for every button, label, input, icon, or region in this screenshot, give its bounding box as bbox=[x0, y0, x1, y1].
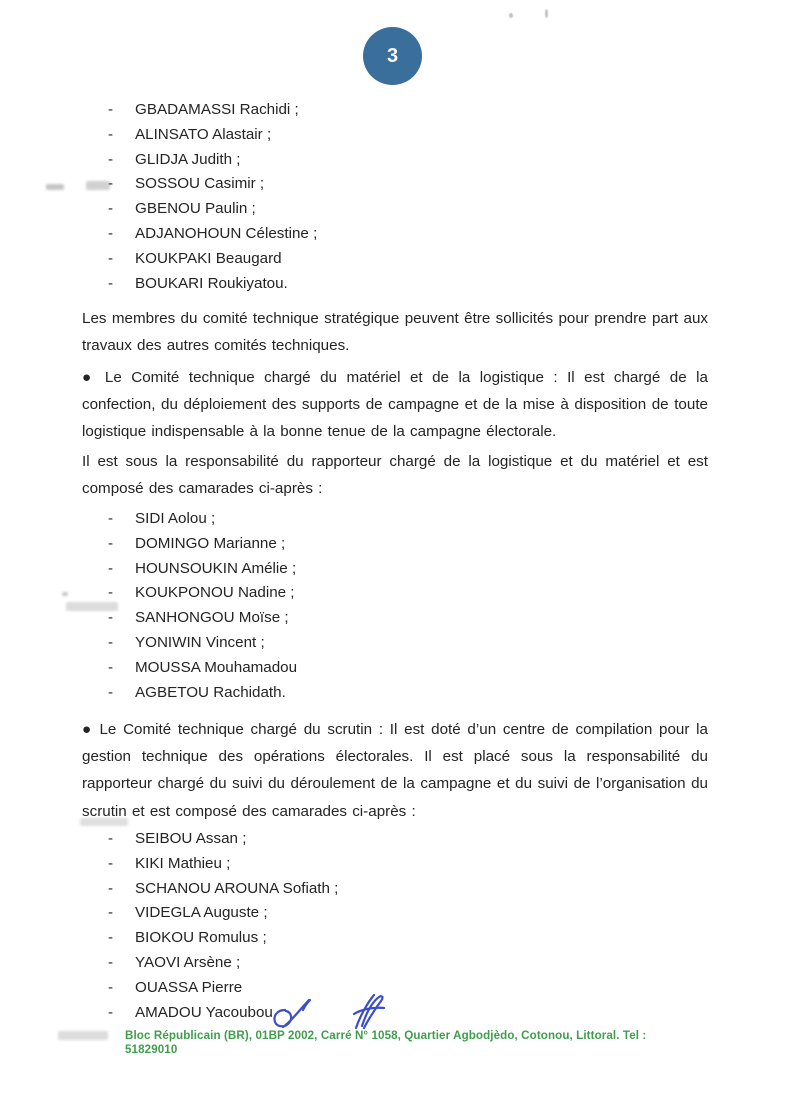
list-item: - SEIBOU Assan ; bbox=[108, 827, 338, 852]
list-item: - BOUKARI Roukiyatou. bbox=[108, 272, 317, 297]
list-item: - BIOKOU Romulus ; bbox=[108, 926, 338, 951]
scan-artifact bbox=[80, 818, 128, 826]
paragraph-logistics-responsibility: Il est sous la responsabilité du rapporteur chargé de la logistique et du matériel et est composé des camarades ci-après : bbox=[82, 453, 708, 498]
list-item: - GLIDJA Judith ; bbox=[108, 148, 317, 173]
list-item: - DOMINGO Marianne ; bbox=[108, 532, 297, 557]
scan-artifact bbox=[509, 13, 513, 18]
logistics-committee-member-list bbox=[108, 507, 297, 705]
list-item: - SIDI Aolou ; bbox=[108, 507, 297, 532]
page-number: 3 bbox=[386, 44, 399, 67]
list-item: - OUASSA Pierre bbox=[108, 976, 338, 1001]
list-item: - YONIWIN Vincent ; bbox=[108, 631, 297, 656]
list-item: - KOUKPAKI Beaugard bbox=[108, 247, 317, 272]
list-item: - ADJANOHOUN Célestine ; bbox=[108, 222, 317, 247]
list-item: - VIDEGLA Auguste ; bbox=[108, 901, 338, 926]
list-item: - YAOVI Arsène ; bbox=[108, 951, 338, 976]
scan-artifact bbox=[545, 9, 548, 18]
list-item: - GBADAMASSI Rachidi ; bbox=[108, 98, 317, 123]
scan-artifact bbox=[86, 181, 110, 190]
signature-initials-icon bbox=[348, 992, 388, 1034]
scan-artifact bbox=[62, 592, 68, 596]
list-item: - SOSSOU Casimir ; bbox=[108, 172, 317, 197]
scan-artifact bbox=[66, 602, 118, 611]
list-item: - KIKI Mathieu ; bbox=[108, 852, 338, 877]
strategic-committee-member-list bbox=[108, 98, 317, 296]
scan-artifact bbox=[58, 1031, 108, 1040]
list-item: - GBENOU Paulin ; bbox=[108, 197, 317, 222]
list-item: - MOUSSA Mouhamadou bbox=[108, 656, 297, 681]
scan-artifact bbox=[46, 184, 64, 190]
list-item: - AGBETOU Rachidath. bbox=[108, 681, 297, 706]
list-item: - SCHANOU AROUNA Sofiath ; bbox=[108, 877, 338, 902]
page-number-badge bbox=[363, 27, 422, 85]
footer-address: Bloc Républicain (BR), 01BP 2002, Carré N° 1058, Quartier Agbodjèdo, Cotonou, Littoral. Tel : 51829010 bbox=[125, 1029, 647, 1056]
list-item: - SANHONGOU Moïse ; bbox=[108, 606, 297, 631]
list-item: - HOUNSOUKIN Amélie ; bbox=[108, 557, 297, 582]
list-item: - ALINSATO Alastair ; bbox=[108, 123, 317, 148]
paragraph-scrutin-committee: ● Le Comité technique chargé du scrutin : Il est doté d’un centre de compilation pour la gestion technique des opérations électorales. Il est placé sous la responsabilité du rapporteur chargé du suivi du déroulement de la campagne et du suivi de l’organisation du scrutin et est composé des camarades ci-après : bbox=[82, 721, 708, 820]
list-item: - AMADOU Yacoubou bbox=[108, 1001, 338, 1026]
paragraph-members-note: Les membres du comité technique stratégique peuvent être sollicités pour prendre part aux travaux des autres comités techniques. bbox=[82, 310, 708, 355]
list-item: - KOUKPONOU Nadine ; bbox=[108, 581, 297, 606]
paragraph-logistics-committee: ● Le Comité technique chargé du matériel et de la logistique : Il est chargé de la confection, du déploiement des supports de campagne et de la mise à disposition de toute logistique indispensable à la bonne tenue de la campagne électorale. bbox=[82, 369, 708, 441]
